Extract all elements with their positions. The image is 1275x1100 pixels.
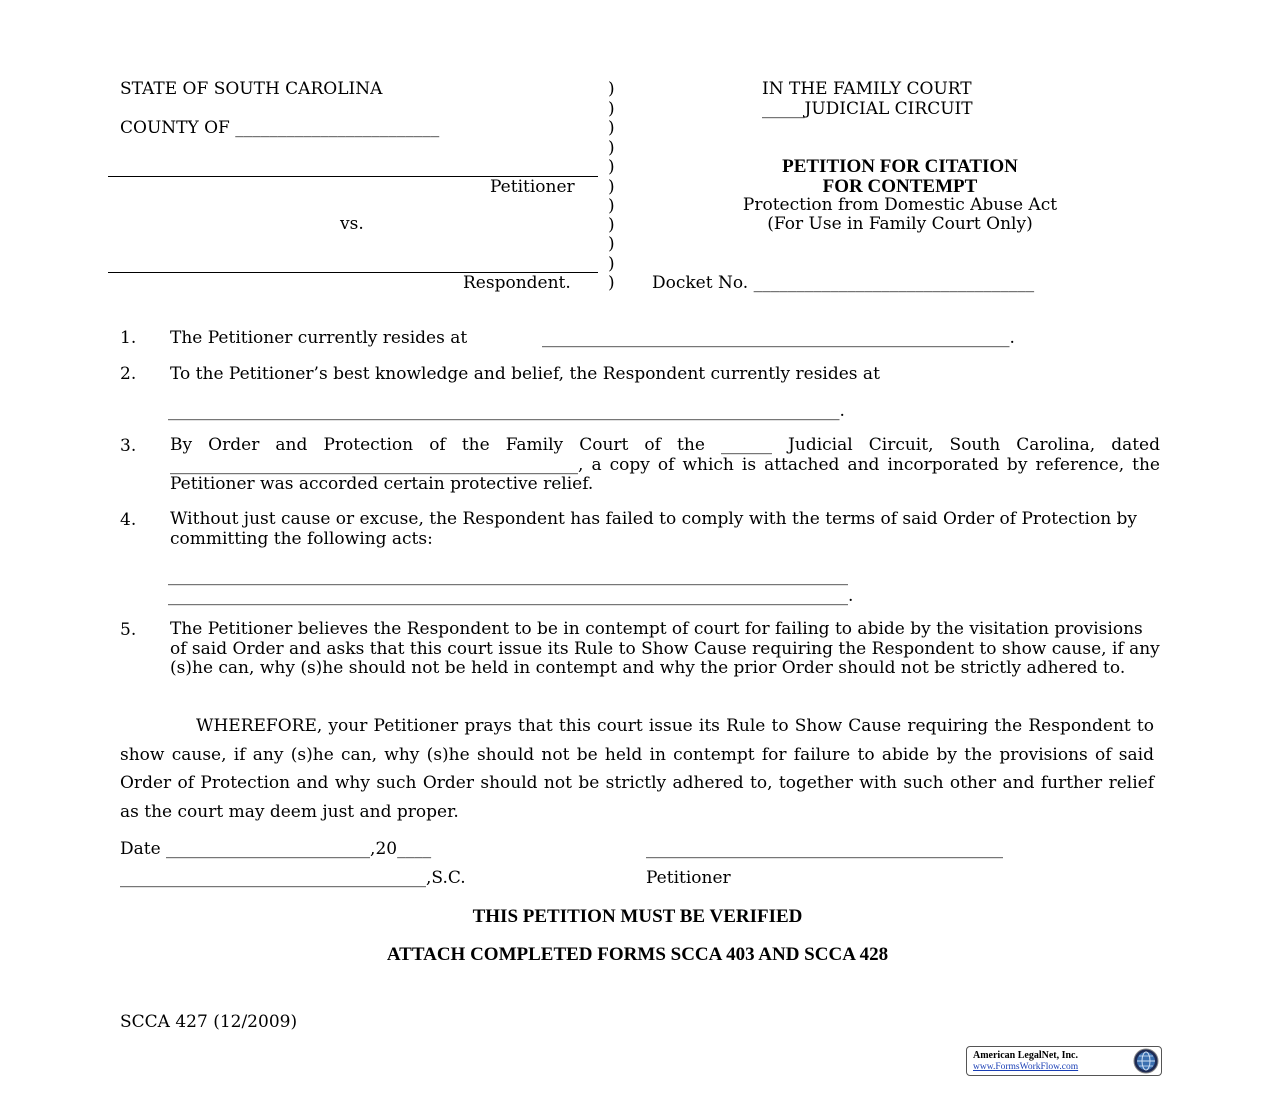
item-number: 2. [120,364,137,384]
respondent-address-field[interactable]: _______________________________________________________________________________. [168,401,845,421]
caption-paren: ) [608,177,615,197]
publisher-name: American LegalNet, Inc. [973,1050,1078,1061]
publisher-url-link[interactable]: www.FormsWorkFlow.com [973,1062,1079,1072]
caption-paren: ) [608,79,615,99]
caption-paren: ) [608,254,615,274]
docket-number-field[interactable]: Docket No. _________________________________ [652,273,1035,293]
respondent-label: Respondent. [463,273,571,293]
caption-paren: ) [608,196,615,216]
petitioner-signature-line[interactable]: __________________________________________ [646,839,1003,859]
caption-paren: ) [608,234,615,254]
vs-label: vs. [340,214,364,234]
state-heading: STATE OF SOUTH CAROLINA [120,79,383,99]
verification-notice: THIS PETITION MUST BE VERIFIED [472,906,803,927]
document-title-line2: FOR CONTEMPT [822,176,978,197]
item-text: Without just cause or excuse, the Respondent has failed to comply with the terms of said Order of Protection by committing the following acts: [170,509,1138,549]
item-number: 4. [120,510,137,530]
place-field[interactable]: ____________________________________,S.C. [120,868,466,888]
item-text: The Petitioner currently resides at [170,328,468,348]
circuit-field[interactable]: _____JUDICIAL CIRCUIT [762,99,973,119]
caption-paren: ) [608,99,615,119]
petitioner-label: Petitioner [490,177,575,197]
item-text: To the Petitioner’s best knowledge and belief, the Respondent currently resides at [170,364,880,384]
item-number: 5. [120,620,137,640]
item-text: The Petitioner believes the Respondent to be in contempt of court for failing to abide by the visitation provisions of said Order and asks that this court issue its Rule to Show Cause requiring the Respondent to show cause, if any (s)he can, why (s)he should not be held in contempt and why the prior Order should not be strictly adhered to. [170,619,1160,678]
document-subtitle-line1: Protection from Domestic Abuse Act [742,195,1058,215]
caption-paren: ) [608,273,615,293]
item-number: 1. [120,328,137,348]
caption-paren: ) [608,215,615,235]
document-subtitle-line2: (For Use in Family Court Only) [767,214,1033,234]
item-text: By Order and Protection of the Family Court of the ______ Judicial Circuit, South Carolina, dated ________________________________________________, a copy of which is attached and incorporated by reference, the Petitioner was accorded certain protective relief. [170,435,1160,494]
petitioner-address-field[interactable]: _______________________________________________________. [542,328,1015,348]
caption-paren: ) [608,118,615,138]
petitioner-signature-label: Petitioner [646,868,731,888]
globe-icon [1133,1048,1159,1074]
acts-field-line1[interactable]: ________________________________________________________________________________ [168,566,848,586]
wherefore-clause: WHEREFORE, your Petitioner prays that this court issue its Rule to Show Cause requiring the Respondent to show cause, if any (s)he can, why (s)he should not be held in contempt for failure to abide by the provisions of said Order of Protection and why such Order should not be strictly adhered to, together with such other and further relief as the court may deem just and proper. [120,716,1154,822]
form-identifier: SCCA 427 (12/2009) [120,1012,298,1032]
publisher-logo[interactable] [966,1046,1162,1076]
caption-paren: ) [608,138,615,158]
acts-field-line2[interactable]: ________________________________________________________________________________. [168,586,854,606]
caption-paren: ) [608,157,615,177]
document-title-line1: PETITION FOR CITATION [782,156,1018,177]
attachment-notice: ATTACH COMPLETED FORMS SCCA 403 AND SCCA 428 [386,944,889,965]
court-heading: IN THE FAMILY COURT [762,79,972,99]
county-field[interactable]: COUNTY OF ________________________ [120,118,440,138]
date-field[interactable]: Date ________________________,20____ [120,839,432,859]
item-number: 3. [120,436,137,456]
